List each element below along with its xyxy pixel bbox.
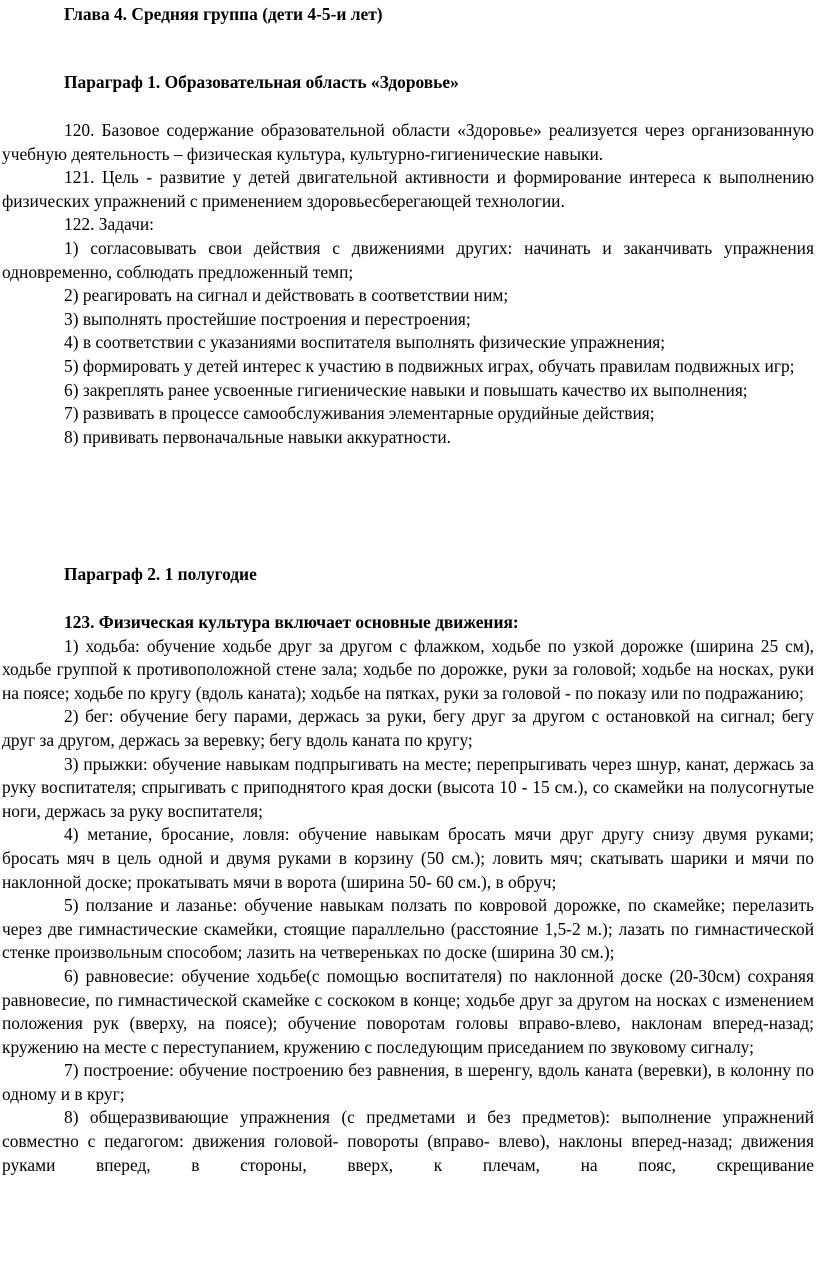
task-item-8: 8) прививать первоначальные навыки аккуратности. [64, 426, 451, 447]
paragraph-120: 120. Базовое содержание образовательной области «Здоровье» реализуется через организованную учебную деятельность – физическая культура, культурно-гигиенические навыки. [2, 120, 814, 164]
task-item-4: 4) в соответствии с указаниями воспитателя выполнять физические упражнения; [64, 332, 666, 353]
paragraph-123-heading: 123. Физическая культура включает основные движения: [64, 612, 519, 632]
task-item-1: 1) согласовывать свои действия с движениями других: начинать и заканчивать упражнения одновременно, соблюдать предложенный темп; [2, 237, 814, 282]
task-item-3: 3) выполнять простейшие построения и перестроения; [64, 308, 471, 329]
movement-item-6: 6) равновесие: обучение ходьбе(с помощью воспитателя) по наклонной доске (20-30см) сохраняя равновесие, по гимнастической скамейке с соскоком в конце; ходьбе друг за другом на носках с изменением положения рук (вверху, на поясе); обучение поворотам головы вправо-влево, наклонам вперед-назад; кружению на месте с переступанием, кружению с последующим приседанием по звуковому сигналу; [2, 965, 814, 1057]
movement-item-1: 1) ходьба: обучение ходьбе друг за другом с флажком, ходьбе по узкой дорожке (ширина 25 см), ходьбе группой к противоположной стене зала; ходьбе по дорожке, руки за головой; ходьбе на носках, руки на поясе; ходьбе по кругу (вдоль каната); ходьбе на пятках, руки за головой - по показу или по подражанию; [2, 635, 814, 703]
paragraph-1-title: Параграф 1. Образовательная область «Здоровье» [64, 72, 459, 92]
task-item-7: 7) развивать в процессе самообслуживания элементарные орудийные действия; [64, 403, 655, 424]
movement-item-4: 4) метание, бросание, ловля: обучение навыкам бросать мячи друг другу снизу двумя руками; бросать мяч в цель одной и двумя руками в корзину (50 см.); ловить мяч; скатывать шарики и мячи по наклонной доске; прокатывать мячи в ворота (ширина 50- 60 см.), в обруч; [2, 824, 814, 892]
movement-item-3: 3) прыжки: обучение навыкам подпрыгивать на месте; перепрыгивать через шнур, канат, держась за руку воспитателя; спрыгивать с приподнятого края доски (высота 10 - 15 см.), со скамейки на полусогнутые ноги, держась за руку воспитателя; [2, 753, 814, 821]
section-1-body [2, 119, 814, 449]
task-item-6: 6) закреплять ранее усвоенные гигиенические навыки и повышать качество их выполнения; [64, 379, 748, 400]
section-2-body [2, 611, 814, 1177]
movement-item-8: 8) общеразвивающие упражнения (с предметами и без предметов): выполнение упражнений совместно с педагогом: движения головой- повороты (вправо- влево), наклоны вперед-назад; движения руками вперед, в стороны, вверх, к плечам, на пояс, скрещивание [2, 1107, 814, 1175]
task-item-2: 2) реагировать на сигнал и действовать в соответствии ним; [64, 285, 509, 306]
chapter-title: Глава 4. Средняя группа (дети 4-5-и лет) [64, 4, 383, 24]
paragraph-2-title: Параграф 2. 1 полугодие [64, 564, 257, 584]
task-item-5: 5) формировать у детей интерес к участию в подвижных играх, обучать правилам подвижных игр; [64, 355, 795, 376]
movement-item-2: 2) бег: обучение бегу парами, держась за руки, бегу друг за другом с остановкой на сигнал; бегу друг за другом, держась за веревку; бегу вдоль каната по кругу; [2, 706, 814, 750]
paragraph-121: 121. Цель - развитие у детей двигательной активности и формирование интереса к выполнению физических упражнений с применением здоровьесберегающей технологии. [2, 167, 814, 211]
movement-item-7: 7) построение: обучение построению без равнения, в шеренгу, вдоль каната (веревки), в колонну по одному и в круг; [2, 1060, 814, 1104]
movement-item-5: 5) ползание и лазанье: обучение навыкам ползать по ковровой дорожке, по скамейке; перелазить через две гимнастические скамейки, стоящие параллельно (расстояние 1,5-2 м.); лазать по гимнастической стенке произвольным способом; лазить на четвереньках по доске (ширина 30 см.); [2, 895, 814, 963]
paragraph-122: 122. Задачи: [64, 214, 154, 235]
